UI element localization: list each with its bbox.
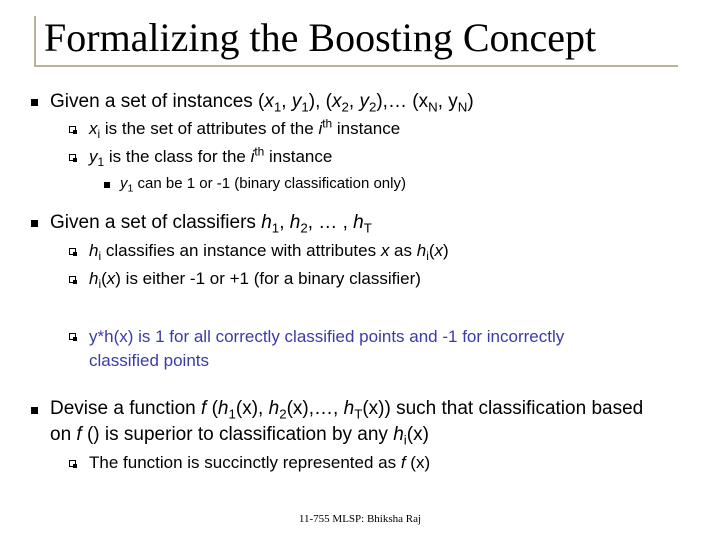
sub-bullet-yh-line1: y*h(x) is 1 for all correctly classified points and -1 for incorrectly [89, 327, 565, 346]
sub-bullet-class: $y_1$ is the class for the $i^{th}$ instance [89, 144, 333, 170]
sub-bullet-icon [69, 333, 76, 340]
sub-bullet-icon [69, 248, 76, 255]
sub-bullet-yh-line2: classified points [89, 351, 210, 370]
bullet-square-icon [104, 182, 110, 188]
bullet-devise-line2: on f () is superior to classification by any $h_i(x)$ [50, 424, 429, 448]
sub-bullet-classifies: $h_i$ classifies an instance with attributes x as $h_i(x)$ [89, 241, 449, 264]
title-vertical-rule [34, 16, 36, 66]
sub-bullet-icon [69, 154, 76, 161]
slide-title: Formalizing the Boosting Concept [44, 15, 597, 60]
title-horizontal-rule [34, 65, 678, 67]
bullet-instances: Given a set of instances ($x_1$, $y_1$), ($x_2$, $y_2),\dots$ ($x_N$, $y_N$) [50, 91, 474, 115]
bullet-devise-line1: Devise a function f ($h_1(x)$, $h_2(x),\dots$, $h_T(x)$) such that classification based [50, 398, 644, 422]
bullet-square-icon [31, 99, 38, 106]
sub-bullet-icon [69, 276, 76, 283]
slide-footer: 11-755 MLSP: Bhiksha Raj [298, 513, 422, 525]
bullet-classifiers: Given a set of classifiers $h_1$, $h_2$, … , $h_T$ [50, 212, 372, 236]
sub-sub-bullet-binary: $y_1$ can be 1 or -1 (binary classification only) [120, 175, 406, 195]
sub-bullet-binary-output: $h_i(x)$ is either -1 or +1 (for a binary classifier) [89, 269, 421, 292]
sub-bullet-icon [69, 126, 76, 133]
sub-bullet-function: The function is succinctly represented as f (x) [89, 453, 431, 472]
sub-bullet-attributes: $x_i$ is the set of attributes of the $i^{th}$ instance [89, 116, 401, 142]
sub-bullet-icon [69, 460, 76, 467]
bullet-square-icon [31, 220, 38, 227]
bullet-square-icon [31, 407, 38, 414]
